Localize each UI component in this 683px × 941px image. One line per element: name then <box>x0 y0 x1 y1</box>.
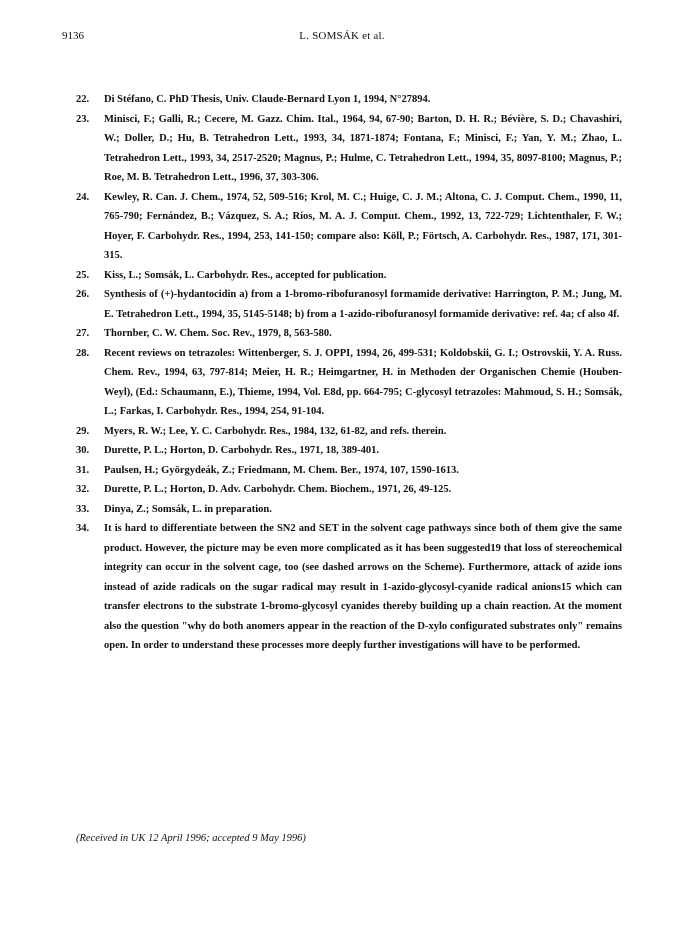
reference-text: Di Stéfano, C. PhD Thesis, Univ. Claude-Bernard Lyon 1, 1994, N°27894. <box>104 94 431 105</box>
page-header <box>62 30 622 46</box>
reference-item <box>76 441 622 461</box>
reference-item <box>76 519 622 656</box>
reference-number: 22. <box>76 94 90 105</box>
reference-text: Dinya, Z.; Somsák, L. in preparation. <box>104 503 272 515</box>
reference-item <box>76 188 622 266</box>
reference-item <box>76 324 622 344</box>
reference-text: Durette, P. L.; Horton, D. Adv. Carbohydr. Chem. Biochem., 1971, 26, 49-125. <box>104 484 452 495</box>
reference-text: Kewley, R. Can. J. Chem., 1974, 52, 509-516; Krol, M. C.; Huige, C. J. M.; Altona, C. J. Comput. Chem., 1990, 11, 765-790; Fernández, B.; Vázquez, S. A.; Ríos, M. A. J. Comput. Chem., 1992, 13, 722-729; Lichtenthaler, F. W.; Hoyer, F. Carbohydr. Res., 1994, 253, 141-150; compare also: Köll, P.; Förtsch, A. Carbohydr. Res., 1987, 171, 301-315. <box>104 191 622 261</box>
reference-text: Paulsen, H.; Györgydeák, Z.; Friedmann, M. Chem. Ber., 1974, 107, 1590-1613. <box>104 464 459 476</box>
reference-number: 24. <box>76 191 90 203</box>
page-number: 9136 <box>62 30 84 42</box>
reference-number: 28. <box>76 347 90 359</box>
reference-text: Thornber, C. W. Chem. Soc. Rev., 1979, 8, 563-580. <box>104 328 332 339</box>
reference-number: 23. <box>76 113 90 125</box>
reference-number: 26. <box>76 289 90 300</box>
reference-item <box>76 461 622 481</box>
reference-item <box>76 110 622 188</box>
reference-number: 29. <box>76 425 90 437</box>
reference-text: Myers, R. W.; Lee, Y. C. Carbohydr. Res., 1984, 132, 61-82, and refs. therein. <box>104 425 447 437</box>
reference-text: Synthesis of (+)-hydantocidin a) from a 1-bromo-ribofuranosyl formamide derivative: Harrington, P. M.; Jung, M. E. Tetrahedron Lett., 1994, 35, 5145-5148; b) from a 1-azido-ribofuranosyl formamide derivative: ref. 4a; cf also 4f. <box>104 289 622 320</box>
reference-item <box>76 500 622 520</box>
reference-list <box>76 90 622 656</box>
reference-text: Kiss, L.; Somsák, L. Carbohydr. Res., accepted for publication. <box>104 269 387 281</box>
reference-item <box>76 266 622 286</box>
reference-number: 25. <box>76 269 90 281</box>
reference-number: 34. <box>76 523 90 534</box>
running-head: L. SOMSÁK et al. <box>299 30 385 42</box>
received-note: (Received in UK 12 April 1996; accepted 9 May 1996) <box>76 833 306 844</box>
reference-item <box>76 90 622 110</box>
reference-item <box>76 422 622 442</box>
reference-number: 32. <box>76 484 90 495</box>
reference-item <box>76 480 622 500</box>
reference-number: 33. <box>76 503 90 515</box>
reference-text: It is hard to differentiate between the SN2 and SET in the solvent cage pathways since both of them give the same product. However, the picture may be even more complicated as it has been suggested19 that loss of stereochemical integrity can occur in the solvent cage, too (see dashed arrows on the Scheme). Furthermore, attack of azide ions instead of azide radicals on the sugar radical may result in 1-azido-glycosyl-cyanide radical anions15 which can transfer electrons to the substrate 1-bromo-glycosyl cyanides thereby building up a chain reaction. At the moment also the question "why do both anomers appear in the reaction of the D-xylo configurated substrates only" remains open. In order to understand these processes more deeply further investigations will have to be performed. <box>104 523 622 651</box>
reference-text: Durette, P. L.; Horton, D. Carbohydr. Res., 1971, 18, 389-401. <box>104 445 379 456</box>
reference-number: 27. <box>76 328 90 339</box>
reference-number: 31. <box>76 464 90 476</box>
reference-text: Recent reviews on tetrazoles: Wittenberger, S. J. OPPI, 1994, 26, 499-531; Koldobskii, G. I.; Ostrovskii, Y. A. Russ. Chem. Rev., 1994, 63, 797-814; Meier, H. R.; Heimgartner, H. in Methoden der Organischen Chemie (Houben-Weyl), (Ed.: Schaumann, E.), Thieme, 1994, Vol. E8d, pp. 664-795; C-glycosyl tetrazoles: Mahmoud, S. H.; Somsák, L.; Farkas, I. Carbohydr. Res., 1994, 254, 91-104. <box>104 347 622 417</box>
reference-item <box>76 344 622 422</box>
reference-item <box>76 285 622 324</box>
reference-text: Minisci, F.; Galli, R.; Cecere, M. Gazz. Chim. Ital., 1964, 94, 67-90; Barton, D. H. R.; Bévière, S. D.; Chavashiri, W.; Doller, D.; Hu, B. Tetrahedron Lett., 1993, 34, 1871-1874; Fontana, F.; Minisci, F.; Yan, Y. M.; Zhao, L. Tetrahedron Lett., 1993, 34, 2517-2520; Magnus, P.; Hulme, C. Tetrahedron Lett., 1994, 35, 8097-8100; Magnus, P.; Roe, M. B. Tetrahedron Lett., 1996, 37, 303-306. <box>104 113 622 183</box>
reference-number: 30. <box>76 445 90 456</box>
